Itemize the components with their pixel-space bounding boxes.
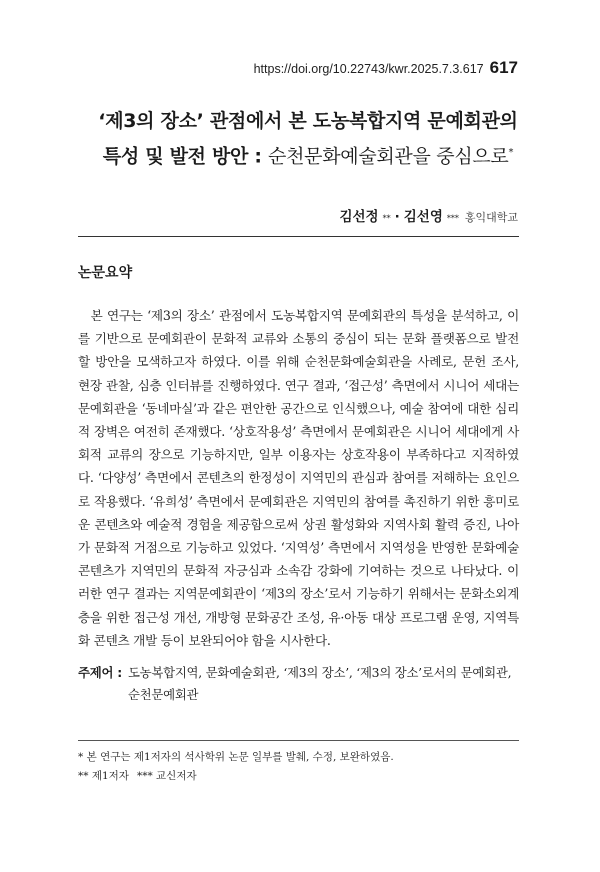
author-line <box>339 205 518 225</box>
footnote-divider <box>78 740 519 741</box>
author-separator: · <box>394 209 400 225</box>
keywords <box>78 662 519 706</box>
running-header <box>254 58 518 78</box>
footnote-2 <box>78 768 197 783</box>
keywords-text: 도농복합지역, 문화예술회관, ‘제3의 장소’, ‘제3의 장소’로서의 문예회관, 순천문예회관 <box>127 665 512 702</box>
doi-link[interactable]: https://doi.org/10.22743/kwr.2025.7.3.617 <box>253 62 484 76</box>
title-footnote-mark: * <box>508 147 514 158</box>
author-2-name: 김선영 <box>403 209 443 225</box>
title-line-2 <box>78 137 538 172</box>
footnote-1: * 본 연구는 제1저자의 석사학위 논문 일부를 발췌, 수정, 보완하였음. <box>78 751 394 763</box>
footnote-corresponding-author: *** 교신저자 <box>136 770 197 782</box>
footnote-first-author: ** 제1저자 <box>78 770 129 782</box>
author-2-mark: *** <box>446 214 459 223</box>
abstract-heading: 논문요약 <box>78 265 133 281</box>
keywords-label: 주제어 : <box>78 665 122 680</box>
title-line-2-main: 특성 및 발전 방안 : <box>102 145 262 168</box>
author-1-name: 김선정 <box>339 209 379 225</box>
abstract-body: 본 연구는 ‘제3의 장소’ 관점에서 도농복합지역 문예회관의 특성을 분석하고, 이를 기반으로 문예회관이 문화적 교류와 소통의 중심이 되는 문화 플랫폼으로 발전할 방안을 모색하고자 하였다. 이를 위해 순천문화예술회관을 사례로, 문헌 조사, 현장 관찰, 심층 인터뷰를 진행하였다. 연구 결과, ‘접근성’ 측면에서 시니어 세대는 문예회관을 ‘동네마실’과 같은 편안한 공간으로 인식했으나, 예술 참여에 대한 심리적 장벽은 여전히 존재했다. ‘상호작용성’ 측면에서 문예회관은 시니어 세대에게 사회적 교류의 장으로 기능하지만, 일부 이용자는 상호작용이 부족하다고 지적하였다. ‘다양성’ 측면에서 콘텐츠의 한정성이 지역민의 관심과 참여를 저해하는 요인으로 작용했다. ‘유희성’ 측면에서 문예회관은 지역민의 참여를 촉진하기 위한 흥미로운 콘텐츠와 예술적 경험을 제공함으로써 상권 활성화와 지역사회 활력 증진, 나아가 문화적 거점으로 기능하고 있었다. ‘지역성’ 측면에서 지역성을 반영한 문화예술 콘텐츠가 지역민의 문화적 자긍심과 소속감 강화에 기여하는 것으로 나타났다. 이러한 연구 결과는 지역문예회관이 ‘제3의 장소’로서 기능하기 위해서는 문화소외계층을 위한 접근성 개선, 개방형 문화공간 조성, 유·아동 대상 프로그램 운영, 지역특화 콘텐츠 개발 등이 보완되어야 함을 시사한다. <box>78 308 519 648</box>
author-affiliation: 홍익대학교 <box>464 211 518 224</box>
title-line-1: ‘제3의 장소’ 관점에서 본 도농복합지역 문예회관의 <box>98 110 518 132</box>
title-subtitle: 순천문화예술회관을 중심으로 <box>268 145 509 168</box>
author-1-mark: ** <box>382 214 391 223</box>
title-divider <box>78 236 519 237</box>
page-number: 617 <box>489 58 518 77</box>
paper-title <box>78 106 538 172</box>
